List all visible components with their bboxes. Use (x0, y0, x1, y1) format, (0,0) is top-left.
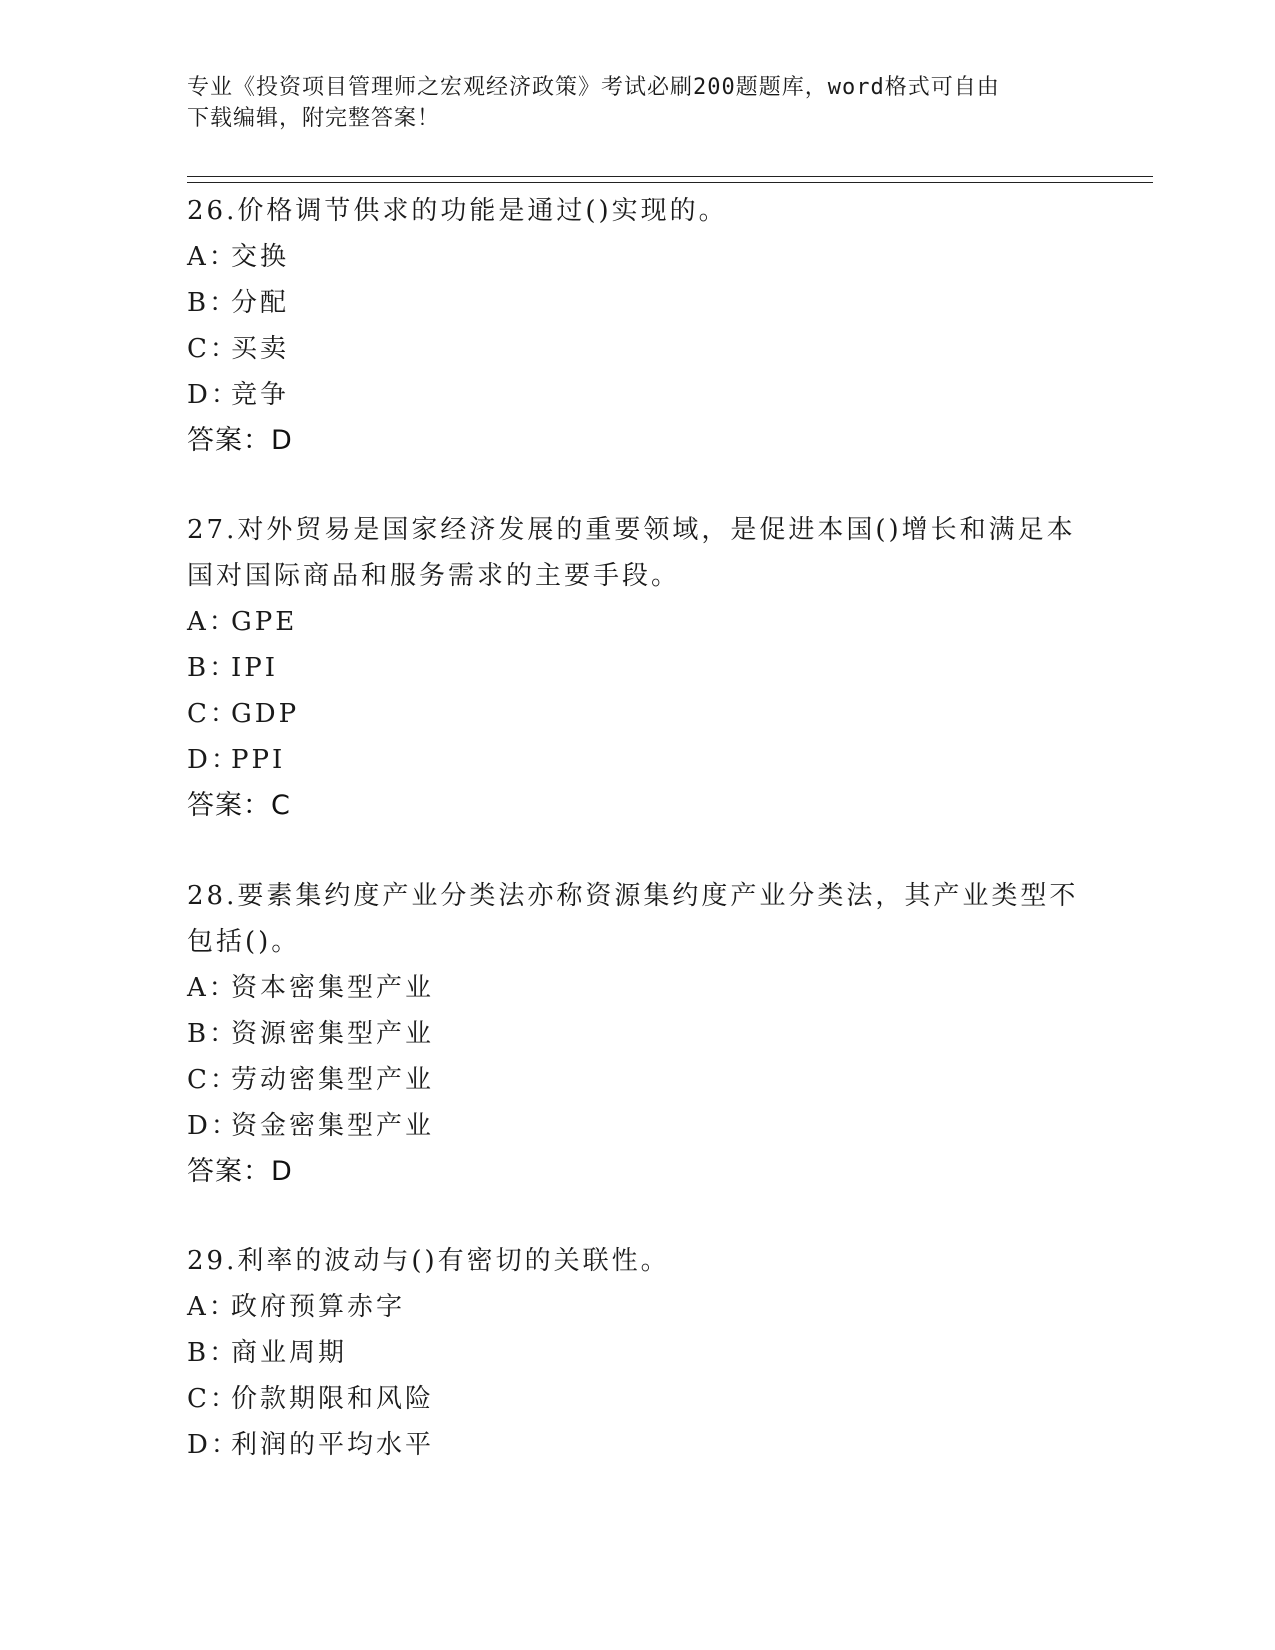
option-text: 资源密集型产业 (231, 1019, 435, 1049)
question-text-line-2: 国对国际商品和服务需求的主要手段。 (187, 561, 681, 591)
header-line-2: 下载编辑，附完整答案！ (187, 106, 441, 131)
option-text: 买卖 (231, 334, 290, 364)
option-d (187, 1422, 1087, 1468)
question-29 (187, 1238, 1087, 1468)
option-a (187, 965, 1087, 1011)
question-28 (187, 873, 1087, 1195)
option-text: 劳动密集型产业 (231, 1065, 435, 1095)
option-letter: C： (187, 1065, 239, 1095)
option-c (187, 691, 1087, 737)
question-text: 29.利率的波动与()有密切的关联性。 (187, 1246, 670, 1276)
option-text: PPI (231, 745, 286, 775)
option-letter: A： (187, 242, 238, 272)
option-b (187, 280, 1087, 326)
option-letter: A： (187, 607, 238, 637)
option-text: 商业周期 (231, 1338, 348, 1368)
option-letter: D： (187, 380, 240, 410)
option-letter: A： (187, 1292, 238, 1322)
option-letter: C： (187, 699, 239, 729)
option-letter: C： (187, 1384, 239, 1414)
option-letter: C： (187, 334, 239, 364)
option-text: 价款期限和风险 (231, 1384, 435, 1414)
option-letter: B： (187, 1019, 239, 1049)
option-letter: B： (187, 1338, 239, 1368)
option-text: 交换 (231, 242, 290, 272)
header-divider-top (187, 176, 1153, 177)
option-text: GPE (231, 607, 298, 637)
option-b (187, 645, 1087, 691)
option-text: 竞争 (231, 380, 290, 410)
option-c (187, 1057, 1087, 1103)
question-text-line-1: 27.对外贸易是国家经济发展的重要领域，是促进本国()增长和满足本 (187, 515, 1076, 545)
option-d (187, 372, 1087, 418)
question-text-line-1: 28.要素集约度产业分类法亦称资源集约度产业分类法，其产业类型不 (187, 881, 1079, 911)
option-b (187, 1330, 1087, 1376)
answer: 答案：C (187, 790, 291, 821)
option-a (187, 599, 1087, 645)
option-c (187, 326, 1087, 372)
option-d (187, 1103, 1087, 1149)
document-header (187, 72, 1067, 134)
option-a (187, 234, 1087, 280)
option-b (187, 1011, 1087, 1057)
answer: 答案：D (187, 1156, 293, 1187)
option-text: IPI (231, 653, 279, 683)
question-text-line-2: 包括()。 (187, 927, 301, 957)
option-d (187, 737, 1087, 783)
option-text: 资本密集型产业 (231, 973, 435, 1003)
option-text: GDP (231, 699, 300, 729)
header-line-1: 专业《投资项目管理师之宏观经济政策》考试必刷200题题库，word格式可自由 (187, 75, 1000, 100)
question-27 (187, 507, 1087, 829)
question-26 (187, 188, 1087, 464)
option-text: 政府预算赤字 (231, 1292, 406, 1322)
answer: 答案：D (187, 425, 293, 456)
option-letter: B： (187, 653, 239, 683)
option-letter: D： (187, 745, 240, 775)
option-c (187, 1376, 1087, 1422)
question-text: 26.价格调节供求的功能是通过()实现的。 (187, 196, 728, 226)
option-text: 分配 (231, 288, 290, 318)
option-text: 利润的平均水平 (231, 1430, 435, 1460)
option-letter: A： (187, 973, 238, 1003)
header-divider-bottom (187, 182, 1153, 183)
option-a (187, 1284, 1087, 1330)
option-letter: B： (187, 288, 239, 318)
option-letter: D： (187, 1111, 240, 1141)
option-text: 资金密集型产业 (231, 1111, 435, 1141)
option-letter: D： (187, 1430, 240, 1460)
